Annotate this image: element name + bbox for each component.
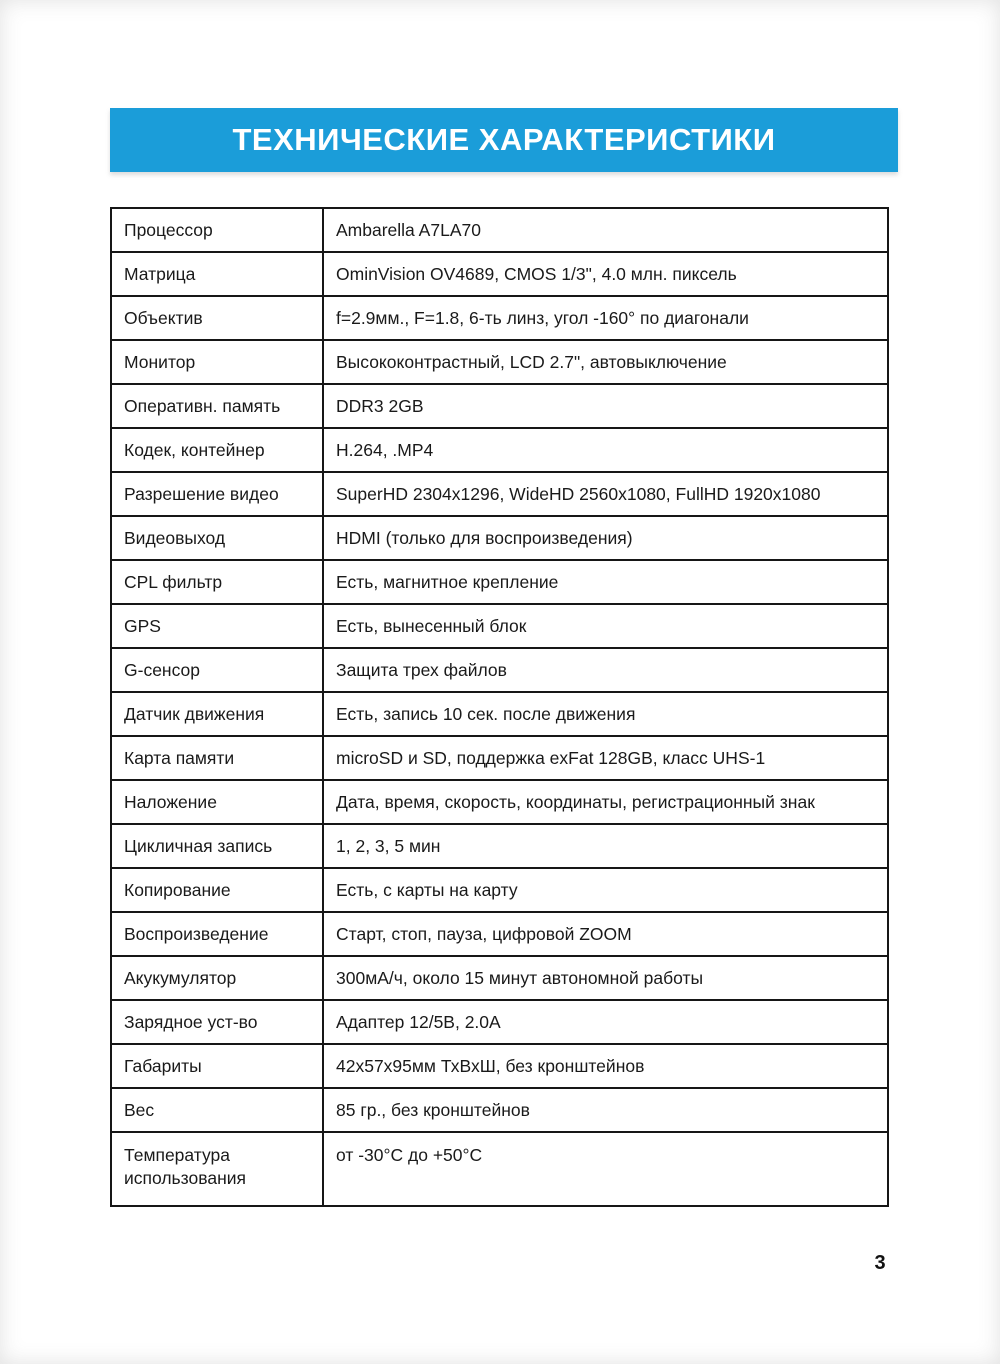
spec-value: 42x57x95мм ТхВхШ, без кронштейнов bbox=[323, 1044, 888, 1088]
page-number: 3 bbox=[874, 1252, 886, 1274]
spec-label: Процессор bbox=[111, 208, 323, 252]
spec-row bbox=[111, 648, 888, 692]
spec-row bbox=[111, 1132, 888, 1206]
spec-row bbox=[111, 384, 888, 428]
spec-value: Защита трех файлов bbox=[323, 648, 888, 692]
spec-label: Зарядное уст-во bbox=[111, 1000, 323, 1044]
spec-row bbox=[111, 824, 888, 868]
spec-label: Температура использования bbox=[111, 1132, 323, 1206]
spec-label: Матрица bbox=[111, 252, 323, 296]
spec-row bbox=[111, 956, 888, 1000]
spec-row bbox=[111, 428, 888, 472]
spec-row bbox=[111, 516, 888, 560]
spec-row bbox=[111, 736, 888, 780]
spec-label: Карта памяти bbox=[111, 736, 323, 780]
spec-label: Копирование bbox=[111, 868, 323, 912]
spec-row bbox=[111, 692, 888, 736]
spec-value: H.264, .MP4 bbox=[323, 428, 888, 472]
spec-label: CPL фильтр bbox=[111, 560, 323, 604]
spec-value: microSD и SD, поддержка exFat 128GB, класс UHS-1 bbox=[323, 736, 888, 780]
spec-label: Вес bbox=[111, 1088, 323, 1132]
spec-value: Ambarella A7LA70 bbox=[323, 208, 888, 252]
spec-label: Кодек, контейнер bbox=[111, 428, 323, 472]
spec-value: f=2.9мм., F=1.8, 6-ть линз, угол -160° по диагонали bbox=[323, 296, 888, 340]
spec-row bbox=[111, 208, 888, 252]
spec-row bbox=[111, 1044, 888, 1088]
spec-label: Оперативн. память bbox=[111, 384, 323, 428]
spec-label: Монитор bbox=[111, 340, 323, 384]
spec-label: G-сенсор bbox=[111, 648, 323, 692]
spec-value: Есть, запись 10 сек. после движения bbox=[323, 692, 888, 736]
spec-row bbox=[111, 296, 888, 340]
spec-value: Есть, с карты на карту bbox=[323, 868, 888, 912]
spec-value: 85 гр., без кронштейнов bbox=[323, 1088, 888, 1132]
spec-value: Дата, время, скорость, координаты, регистрационный знак bbox=[323, 780, 888, 824]
spec-value: Высококонтрастный, LCD 2.7", автовыключение bbox=[323, 340, 888, 384]
spec-row bbox=[111, 868, 888, 912]
spec-label: Видеовыход bbox=[111, 516, 323, 560]
spec-value: от -30°C до +50°C bbox=[323, 1132, 888, 1206]
spec-row bbox=[111, 560, 888, 604]
page-title-banner bbox=[110, 108, 898, 172]
spec-value: Адаптер 12/5В, 2.0А bbox=[323, 1000, 888, 1044]
spec-value: OminVision OV4689, CMOS 1/3", 4.0 млн. пиксель bbox=[323, 252, 888, 296]
spec-label: Объектив bbox=[111, 296, 323, 340]
spec-value: Есть, вынесенный блок bbox=[323, 604, 888, 648]
specs-table bbox=[110, 207, 889, 1207]
spec-label: Габариты bbox=[111, 1044, 323, 1088]
spec-row bbox=[111, 1088, 888, 1132]
spec-label: Акукумулятор bbox=[111, 956, 323, 1000]
spec-label: Цикличная запись bbox=[111, 824, 323, 868]
spec-value: HDMI (только для воспроизведения) bbox=[323, 516, 888, 560]
spec-value: 300мА/ч, около 15 минут автономной работы bbox=[323, 956, 888, 1000]
spec-value: SuperHD 2304x1296, WideHD 2560x1080, FullHD 1920x1080 bbox=[323, 472, 888, 516]
spec-row bbox=[111, 472, 888, 516]
spec-row bbox=[111, 604, 888, 648]
spec-label: Разрешение видео bbox=[111, 472, 323, 516]
spec-row bbox=[111, 1000, 888, 1044]
spec-value: Старт, стоп, пауза, цифровой ZOOM bbox=[323, 912, 888, 956]
spec-value: 1, 2, 3, 5 мин bbox=[323, 824, 888, 868]
specs-table-body bbox=[111, 208, 888, 1206]
spec-row bbox=[111, 912, 888, 956]
spec-value: Есть, магнитное крепление bbox=[323, 560, 888, 604]
spec-label: GPS bbox=[111, 604, 323, 648]
spec-row bbox=[111, 340, 888, 384]
page-title: ТЕХНИЧЕСКИЕ ХАРАКТЕРИСТИКИ bbox=[232, 122, 776, 157]
spec-label: Воспроизведение bbox=[111, 912, 323, 956]
spec-label: Наложение bbox=[111, 780, 323, 824]
spec-label: Датчик движения bbox=[111, 692, 323, 736]
spec-row bbox=[111, 252, 888, 296]
spec-row bbox=[111, 780, 888, 824]
spec-value: DDR3 2GB bbox=[323, 384, 888, 428]
